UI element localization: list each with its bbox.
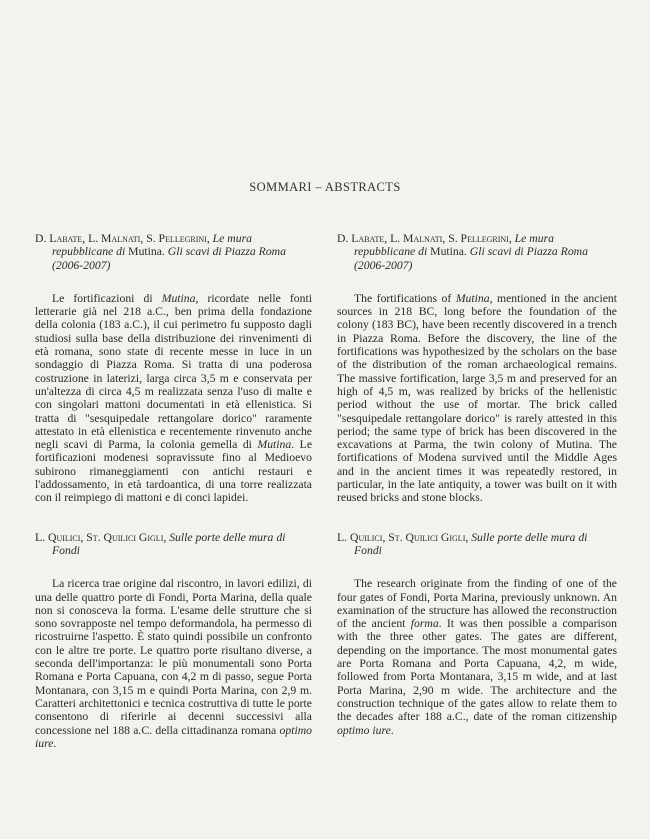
italic-term: optimo iure <box>337 723 391 737</box>
right-column <box>337 232 617 737</box>
author-name-initial: G <box>440 530 450 544</box>
author-separator: , L. <box>82 232 102 245</box>
abstract-heading <box>337 531 617 558</box>
italic-term: forma <box>410 617 439 631</box>
author-name: ellegrini <box>467 232 509 245</box>
author-name: abate <box>56 232 83 245</box>
author-separator: . <box>399 530 406 544</box>
body-text-run: La ricerca trae origine dal riscontro, in lavori edilizi, di una delle quattro porte di Fondi, Porta Marina, della quale non si conosceva la forma. L'esame delle strutture che si sono sovrapposte nel tempo deformandola, ha permesso di ricostruirne l'aspetto. È stato quindi possibile un confronto con le altre tre porte. Le quattro porte risultano diverse, a seconda dell'importanza: le più monumentali sono Porta Romana e Porta Capuana, con 4,2 m di passo, segue Porta Montanara, con 3,15 m e quindi Porta Marina, con 2,9 m. Caratteri architettonici e tecnica costruttiva di tutte le porte consentono di riferirle ai decenni successivi alla concessione nel 188 a.C. della cittadinanza romana <box>35 577 312 737</box>
author-name-initial: P <box>158 232 166 245</box>
author-name: uilici <box>111 530 136 544</box>
author-name: t <box>394 530 400 544</box>
author-name: alnati <box>111 232 141 245</box>
author-name-initial: P <box>460 232 468 245</box>
author-name: abate <box>358 232 385 245</box>
author-name: uilici <box>413 530 438 544</box>
body-text-run: , mentioned in the ancient sources in 218 BC, long before the foundation of the colony (183 BC), have been recently discovered in a trench in Piazza Roma. Before the discovery, the line of the fortifications was hypothesized by the scholars on the base of the distribution of the roman archaeological remains. The massive fortification, large 3,5 m and preserved for an high of 4,5 m, was realized by bricks of the hellenistic period without the use of mortar. The brick called "sesquipedale rettangolare dorico" is rarely attested in this period; the same type of brick has been discovered in the excavations at Parma, the twin colony of Mutina. The fortifications of Modena survived until the Middle Ages and in the ancient times it was repeatedly restored, in particular, in the late antiquity, a tower was built on it with reused bricks and stone blocks. <box>337 291 617 505</box>
author-name: uilici <box>56 530 81 544</box>
body-text-run: . It was then possible a comparison with the three other gates. The gates are different, depending on the importance. The most monumental gates are Porta Romana and Porta Capuana, 4,2, m wide, followed from Porta Montanara, 3,15 m wide, and at last Porta Marina, 2,90 m wide. The architecture and the construction technique of the gates allow to relate them to the decades after 188 a.C., date of the roman citizenship <box>337 617 617 724</box>
body-text-run: The research originate from the finding of one of the four gates of Fondi, Porta Marina, previously unknown. An examination of the structure has allowed the reconstruction of the ancient <box>337 577 617 631</box>
author-initial: L. <box>337 530 350 544</box>
italic-term: Mutina <box>161 291 196 305</box>
abstract-body <box>337 577 617 737</box>
body-text-run: . <box>53 736 57 750</box>
article-title: Le mura repubblicane di <box>354 232 554 259</box>
abstract-entry <box>35 232 312 505</box>
author-separator: , S. <box>140 232 159 245</box>
abstract-heading <box>337 232 617 272</box>
author-name-initial: Q <box>47 530 57 544</box>
italic-term: optimo iure <box>35 723 312 750</box>
article-title: Gli scavi di Piazza Roma (2006-2007) <box>52 245 286 272</box>
body-text-run: . Le fortificazioni modenesi sopravissute fino al Medioevo subirono rimaneggiamenti con antichi restauri e l'addossamento, in età tardoantica, di una torre realizzata con il reimpiego di mattoni e di conci lapidei. <box>35 438 313 505</box>
title-text: Mutina. <box>430 245 470 259</box>
author-name-initial: M <box>403 232 414 245</box>
abstract-entry <box>337 531 617 737</box>
abstract-body <box>35 292 312 505</box>
italic-term: Mutina <box>455 291 490 305</box>
title-text: , <box>163 530 170 544</box>
title-text: Mutina. <box>128 245 168 259</box>
article-title: Sulle porte delle mura di Fondi <box>52 530 286 557</box>
title-text: , <box>206 232 213 245</box>
article-title: Sulle porte delle mura di Fondi <box>354 530 588 557</box>
author-name: ellegrini <box>165 232 207 245</box>
author-initial: D. <box>337 232 352 245</box>
author-name-initial: Q <box>405 530 414 544</box>
author-name-initial: G <box>138 530 148 544</box>
abstract-heading <box>35 232 312 272</box>
author-name-initial: L <box>351 232 359 245</box>
author-name-initial: L <box>49 232 57 245</box>
abstract-body <box>35 577 312 750</box>
author-initial: L. <box>35 530 48 544</box>
author-name: t <box>92 530 98 544</box>
author-name: uilici <box>358 530 383 544</box>
italic-term: Mutina <box>257 438 292 452</box>
author-name: igli <box>147 530 164 544</box>
author-separator: , S <box>80 530 93 544</box>
author-separator: , S <box>382 530 395 544</box>
abstract-entry <box>337 232 617 505</box>
section-title: SOMMARI – ABSTRACTS <box>249 180 401 194</box>
body-text-run: Le fortificazioni di <box>52 291 162 305</box>
author-name-initial: M <box>101 232 112 245</box>
body-text-run: , ricordate nelle fonti letterarie già nel 218 a.C., ben prima della fondazione della colonia (183 a.C.), il cui perimetro fu supposto dagli studiosi sulla base della distribuzione dei rinvenimenti di età romana, sono state di recente messe in luce in un sondaggio di Piazza Roma. Si tratta di una poderosa costruzione in laterizi, larga circa 3,5 m e conservata per un'altezza di circa 4,5 m realizzata senza l'uso di malte e con singolari mattoni documentati in età ellenistica. Si tratta di "sesquipedale rettangolare dorico" raramente attestato in età ellenistica e recentemente rinvenuto anche negli scavi di Parma, la colonia gemella di <box>35 291 312 452</box>
abstract-heading <box>35 531 312 558</box>
body-text-run: . <box>390 723 394 737</box>
article-title: Gli scavi di Piazza Roma (2006-2007) <box>354 245 588 272</box>
abstract-entry <box>35 531 312 750</box>
author-separator: , S. <box>442 232 461 245</box>
title-text: , <box>508 232 515 245</box>
author-name-initial: Q <box>349 530 359 544</box>
abstract-body <box>337 292 617 505</box>
left-column <box>35 232 312 750</box>
body-text-run: The fortifications of <box>354 291 456 305</box>
article-title: Le mura repubblicane di <box>52 232 252 259</box>
author-name-initial: Q <box>103 530 112 544</box>
author-initial: D. <box>35 232 50 245</box>
author-name: igli <box>449 530 466 544</box>
author-name: alnati <box>413 232 443 245</box>
author-separator: , L. <box>384 232 404 245</box>
author-separator: . <box>97 530 104 544</box>
title-text: , <box>465 530 472 544</box>
